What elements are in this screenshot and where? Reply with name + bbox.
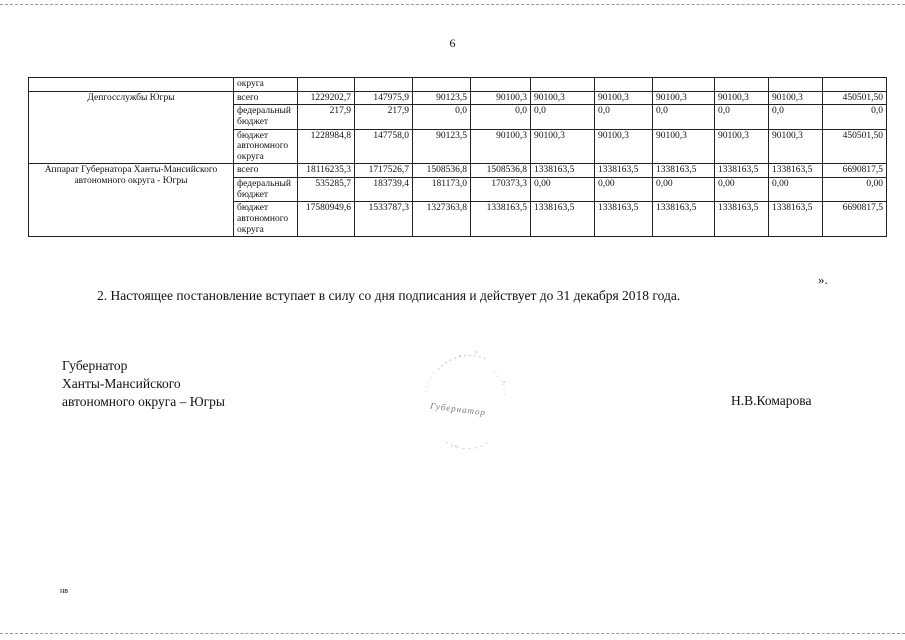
value-cell: 1338163,5 xyxy=(769,202,823,237)
value-cell: 1338163,5 xyxy=(595,202,653,237)
value-cell xyxy=(769,78,823,92)
value-cell: 0,00 xyxy=(823,178,887,202)
faint-stamp xyxy=(416,342,516,457)
value-cell: 90100,3 xyxy=(715,91,769,105)
value-cell: 0,00 xyxy=(653,178,715,202)
value-cell xyxy=(413,78,471,92)
value-cell: 0,0 xyxy=(715,105,769,129)
value-cell xyxy=(823,78,887,92)
value-cell: 1228984,8 xyxy=(298,129,355,164)
value-cell: 0,00 xyxy=(715,178,769,202)
value-cell: 90100,3 xyxy=(471,129,531,164)
value-cell: 90100,3 xyxy=(653,91,715,105)
value-cell: 90100,3 xyxy=(531,129,595,164)
table-row xyxy=(29,164,887,178)
value-cell: 147975,9 xyxy=(355,91,413,105)
value-cell: 90100,3 xyxy=(769,129,823,164)
row-label: всего xyxy=(234,164,298,178)
value-cell: 90100,3 xyxy=(769,91,823,105)
org-cell: Аппарат Губернатора Ханты-Мансийского автономного округа - Югры xyxy=(29,164,234,237)
value-cell: 1327363,8 xyxy=(413,202,471,237)
value-cell xyxy=(355,78,413,92)
value-cell: 1338163,5 xyxy=(715,164,769,178)
signer-title-line: автономного округа – Югры xyxy=(62,394,225,409)
value-cell: 1508536,8 xyxy=(413,164,471,178)
signer-title-line: Ханты-Мансийского xyxy=(62,376,181,391)
value-cell: 1338163,5 xyxy=(715,202,769,237)
value-cell: 170373,3 xyxy=(471,178,531,202)
value-cell: 1533787,3 xyxy=(355,202,413,237)
value-cell: 147758,0 xyxy=(355,129,413,164)
row-label: федеральный бюджет xyxy=(234,178,298,202)
row-label: бюджет автономного округа xyxy=(234,202,298,237)
value-cell xyxy=(531,78,595,92)
value-cell: 0,00 xyxy=(595,178,653,202)
row-label: округа xyxy=(234,78,298,92)
value-cell: 1338163,5 xyxy=(653,164,715,178)
closing-quote: ». xyxy=(818,272,828,287)
signer-title xyxy=(62,357,225,411)
value-cell: 0,0 xyxy=(769,105,823,129)
bottom-scan-edge xyxy=(0,633,905,635)
row-label: всего xyxy=(234,91,298,105)
value-cell xyxy=(715,78,769,92)
initials: нв xyxy=(60,586,69,595)
stamp-text: Губернатор xyxy=(429,400,487,418)
value-cell xyxy=(298,78,355,92)
value-cell: 90100,3 xyxy=(595,91,653,105)
value-cell: 90100,3 xyxy=(653,129,715,164)
clause-paragraph: 2. Настоящее постановление вступает в силу со дня подписания и действует до 31 декабря 2018 года. xyxy=(97,288,681,303)
org-cell: Депгосслужбы Югры xyxy=(29,91,234,164)
value-cell: 6690817,5 xyxy=(823,202,887,237)
value-cell: 1229202,7 xyxy=(298,91,355,105)
signer-title-line: Губернатор xyxy=(62,358,128,373)
value-cell: 217,9 xyxy=(355,105,413,129)
page-number: 6 xyxy=(449,36,456,50)
value-cell: 181173,0 xyxy=(413,178,471,202)
value-cell xyxy=(471,78,531,92)
value-cell: 0,0 xyxy=(595,105,653,129)
value-cell: 0,00 xyxy=(769,178,823,202)
budget-table xyxy=(28,77,887,237)
value-cell: 1717526,7 xyxy=(355,164,413,178)
value-cell: 450501,50 xyxy=(823,129,887,164)
value-cell: 1338163,5 xyxy=(531,164,595,178)
top-scan-edge xyxy=(0,4,905,6)
value-cell: 90123,5 xyxy=(413,91,471,105)
value-cell: 217,9 xyxy=(298,105,355,129)
table-row xyxy=(29,91,887,105)
value-cell: 18116235,3 xyxy=(298,164,355,178)
value-cell: 1508536,8 xyxy=(471,164,531,178)
value-cell: 90123,5 xyxy=(413,129,471,164)
value-cell: 0,0 xyxy=(823,105,887,129)
value-cell: 1338163,5 xyxy=(653,202,715,237)
row-label: бюджет автономного округа xyxy=(234,129,298,164)
value-cell xyxy=(653,78,715,92)
value-cell: 90100,3 xyxy=(531,91,595,105)
value-cell: 0,0 xyxy=(653,105,715,129)
value-cell: 535285,7 xyxy=(298,178,355,202)
value-cell: 90100,3 xyxy=(471,91,531,105)
table-row xyxy=(29,78,887,92)
value-cell: 0,00 xyxy=(531,178,595,202)
value-cell: 1338163,5 xyxy=(769,164,823,178)
value-cell: 0,0 xyxy=(413,105,471,129)
value-cell: 17580949,6 xyxy=(298,202,355,237)
org-cell xyxy=(29,78,234,92)
value-cell: 90100,3 xyxy=(715,129,769,164)
value-cell: 1338163,5 xyxy=(471,202,531,237)
value-cell: 183739,4 xyxy=(355,178,413,202)
value-cell xyxy=(595,78,653,92)
row-label: федеральный бюджет xyxy=(234,105,298,129)
value-cell: 0,0 xyxy=(471,105,531,129)
value-cell: 450501,50 xyxy=(823,91,887,105)
value-cell: 6690817,5 xyxy=(823,164,887,178)
value-cell: 1338163,5 xyxy=(595,164,653,178)
value-cell: 0,0 xyxy=(531,105,595,129)
value-cell: 90100,3 xyxy=(595,129,653,164)
value-cell: 1338163,5 xyxy=(531,202,595,237)
signer-name: Н.В.Комарова xyxy=(731,393,812,408)
